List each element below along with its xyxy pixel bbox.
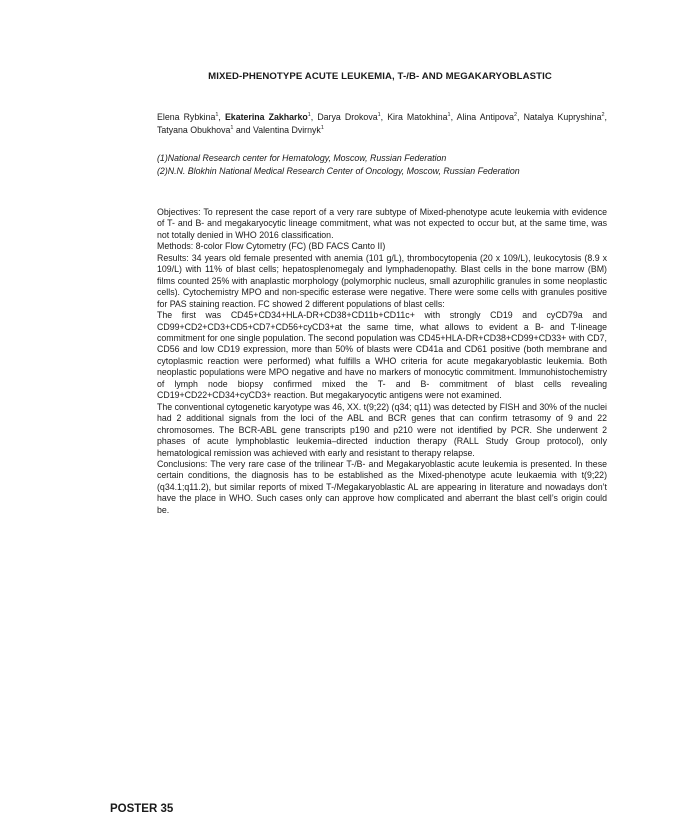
author-separator: , — [380, 112, 388, 122]
author-name: Elena Rybkina — [157, 112, 216, 122]
author-name-presenting: Ekaterina Zakharko — [224, 112, 308, 122]
author-separator: , — [517, 112, 524, 122]
author-affiliation-mark: 2 — [513, 112, 518, 119]
author-affiliation-mark: 1 — [320, 125, 324, 132]
author-name: Tatyana Obukhova — [157, 125, 231, 135]
author-separator: and — [233, 125, 253, 135]
author-affiliation-mark: 1 — [230, 125, 234, 132]
affiliation-1: (1)National Research center for Hematology, Moscow, Russian Federation — [157, 153, 447, 163]
author-list — [157, 111, 607, 137]
author-separator: , — [218, 112, 225, 122]
author-separator: , — [310, 112, 318, 122]
abstract-conclusions: Conclusions: The very rare case of the trilinear T-/B- and Megakaryoblastic acute leukemia is presented. In these certain conditions, the diagnosis has to be established as the Mixed-phenotype acute leukaemia with t(9;22) (q34.1;q11.2), but similar reports of mixed T-/Megakaryoblastic AL are appearing in literature and nowadays don’t have the place in WHO. Such cases only can approve how complicated and aberrant the blast cell’s origin could be. — [157, 458, 607, 515]
affiliation-list — [157, 152, 607, 178]
affiliation-2: (2)N.N. Blokhin National Medical Research Center of Oncology, Moscow, Russian Federation — [157, 166, 520, 176]
abstract-results: Results: 34 years old female presented with anemia (101 g/L), thrombocytopenia (20 x 109/L), leukocytosis (8.9 x 109/L) with 11% of blast cells; hepatosplenomegaly and lymphadenopathy. Blast cells in the bone marrow (BM) films counted 25% with anaplastic morphology (polymorphic nucleus, small azurophilic granules in some neoplastic cells). Cytochemistry MPO and non-specific esterase were negative. There were some cells with granules positive for PAS staining reaction. FC showed 2 different populations of blast cells: — [157, 252, 607, 309]
poster-number: POSTER 35 — [110, 803, 174, 815]
paper-title: MIXED-PHENOTYPE ACUTE LEUKEMIA, T-/B- AND MEGAKARYOBLASTIC — [208, 71, 552, 82]
author-affiliation-mark: 1 — [447, 112, 451, 119]
author-affiliation-mark: 2 — [601, 112, 605, 119]
author-name: Darya Drokova — [317, 112, 378, 122]
author-separator: , — [450, 112, 457, 122]
abstract-methods: Methods: 8-color Flow Cytometry (FC) (BD FACS Canto II) — [157, 241, 386, 252]
abstract-objectives: Objectives: To represent the case report of a very rare subtype of Mixed-phenotype acute leukemia with evidence of T- and B- and megakaryocytic lineage commitment, what was not expected to occur but, at the same time, was not totally denied in WHO 2016 classification. — [157, 207, 607, 240]
abstract-body — [157, 207, 607, 516]
author-name: Valentina Dvirnyk — [253, 125, 321, 135]
author-affiliation-mark: 1 — [215, 112, 219, 119]
author-affiliation-mark: 1 — [307, 112, 311, 119]
abstract-results-cytogenetics: The conventional cytogenetic karyotype was 46, XX. t(9;22) (q34; q11) was detected by FISH and 30% of the nuclei had 2 additional signals from the loci of the ABL and BCR genes that can confirm tetrasomy of 9 and 22 chromosomes. The BCR-ABL gene transcripts p190 and p210 were not identified by PCR. She underwent 2 phases of acute lymphoblastic leukemia–directed induction therapy (RALL Study Group protocol), only hematological remission was achieved with early and resistant to therapy relapse. — [157, 401, 607, 458]
author-affiliation-mark: 1 — [377, 112, 381, 119]
author-name: Alina Antipova — [456, 112, 514, 122]
abstract-results-populations: The first was CD45+CD34+HLA-DR+CD38+CD11b+CD11c+ with strongly CD19 and cyCD79a and CD99+CD2+CD3+CD5+CD7+CD56+cyCD3+at the same time, what allows to evident a B- and T-lineage commitment for one single population. The second population was CD45+HLA-DR+CD38+CD99+CD33+ with CD7, CD56 and low CD19 expression, more than 50% of blasts were CD41a and CD61 positive (both membrane and cytoplasmic reaction were performed) what fulfills a WHO criteria for acute megakaryoblastic leukemia. Both neoplastic populations were MPO negative and have no markers of monocytic commitment. Immunohistochemistry of lymph node biopsy confirmed mixed the T- and B- commitment of blast cells revealing CD19+CD22+CD34+cyCD3+ reaction. But megakaryocytic antigens were not examined. — [157, 310, 607, 401]
author-name: Kira Matokhina — [387, 112, 448, 122]
author-name: Natalya Kupryshina — [523, 112, 602, 122]
author-separator: , — [604, 112, 607, 122]
